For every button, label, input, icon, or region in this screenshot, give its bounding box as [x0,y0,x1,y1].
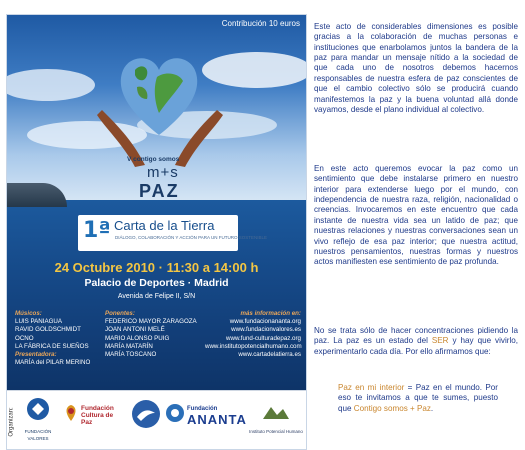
musico-item: OCNO [15,334,34,342]
sponsor-cultura-label: Fundación Cultura de Paz [81,405,114,426]
quote-part-b: = Paz en el mundo. Por eso te invitamos a que te sumes, puesto que [338,383,498,413]
ponente-item: JOAN ANTONI MELÉ [105,326,165,334]
musico-item: LA FÁBRICA DE SUEÑOS [15,342,89,350]
sponsor-valores [21,397,55,442]
ponentes-header: Ponentes: [105,310,135,317]
event-date: 24 Octubre 2010 · 11:30 a 14:00 h [54,260,259,275]
contribution-label: Contribución 10 euros [221,19,300,28]
info-link[interactable]: www.fundacionananta.org [229,318,301,326]
paragraph-2: En este acto queremos evocar la paz como un sentimiento que debe instalarse primero en nuestro interior para extenderse luego por el mundo, con independencia de nuestra raza, religión, nacionalidad o creencias. Invocaremos en este encuentro que cada instante de nuestra vida sea un latido de paz; que nuestras relaciones y nuestras conversaciones sean un vivo reflejo de esa paz interior; que nuestra actitud, nuestros pensamientos, nuestras formas y nuestros actos manifiesten ese sentimiento de paz profunda. [314,164,518,267]
valores-logo-icon [26,397,50,421]
ponente-item: MARIO ALONSO PUIG [105,334,170,342]
musico-item: RAVID GOLDSCHMIDT [15,326,81,334]
paragraph-3 [314,326,518,357]
info-link[interactable]: www.cartadelatierra.es [238,351,301,359]
carta-subtitle: DIÁLOGO, COLABORACIÓN Y ACCIÓN PARA UN FUTURO SOSTENIBLE [115,235,268,240]
event-venue: Palacio de Deportes · Madrid [84,277,229,289]
ponente-item: FEDERICO MAYOR ZARAGOZA [105,318,197,326]
ponente-item: MARÍA TOSCANO [105,351,157,359]
info-link[interactable]: www.fund-culturadepaz.org [226,334,301,342]
mas-logo-text: m+s [147,164,179,181]
sponsor-valores-label: FUNDACIÓN VALORES [24,429,52,441]
ponentes-column [105,310,205,359]
presentadora-header: Presentadora: [15,351,57,359]
musico-item: LUIS PANIAGUA [15,318,62,326]
quote-part-d: . [430,403,434,413]
quote-highlight-a: Paz en mi interior [338,383,405,393]
cultura-paz-logo-icon [63,403,79,423]
paragraph-3-part-a: No se trata sólo de hacer concentraciones pidiendo la paz. La paz es un estado del [314,326,518,346]
paragraph-3-part-b: y hay que vivirlo, experimentarlo cada día. Por ello afirmamos que: [314,336,518,356]
sponsor-ananta [165,403,245,428]
ser-highlight: SER [431,336,449,346]
organiza-label: Organizan: [8,407,15,437]
sponsor-strip [7,390,306,450]
v-contigo-label: V contigo somos [127,156,180,163]
paragraph-1: Este acto de considerables dimensiones es posible gracias a la colaboración de muchas personas e instituciones que enarbolamos juntos la bandera de la paz para mandar un mensaje nítido a la sociedad de que cada uno de nosotros debemos hacernos responsables de nuestra esfera de paz conscientes de que el cambio colectivo sólo se producirá cuando manifestemos la paz y la buena voluntad allá donde vayamos, desde el plano individual al colectivo. [314,22,518,114]
carta-tierra-box [78,215,268,251]
sponsor-ananta-small: Fundación [187,406,218,412]
sponsor-instituto-label: Instituto Potencial Humano [249,429,303,434]
info-header: más información en: [240,310,301,317]
paz-logo-text: PAZ [139,181,180,201]
musicos-column [15,310,95,367]
sponsor-cultura-paz [63,403,125,428]
info-column [205,310,301,359]
presentadora-name: MARÍA del PILAR MERINO [15,359,91,367]
quote-highlight-c: Contigo somos + Paz [353,403,431,413]
dove-logo-icon [131,399,161,429]
instituto-logo-icon [261,403,291,421]
carta-number: 1ª [83,218,111,243]
info-link[interactable]: www.institutopotencialhumano.com [205,342,302,350]
sponsor-instituto [247,403,305,435]
ponente-item: MARÍA MATARÍN [105,342,153,350]
info-link[interactable]: www.fundacionvalores.es [231,326,301,334]
event-poster [6,14,307,450]
sponsor-ananta-big: ANANTA [187,412,247,427]
carta-title: Carta de la Tierra [114,218,215,233]
musicos-header: Músicos: [15,310,42,317]
ananta-logo-icon [165,403,185,423]
closing-quote [338,383,498,414]
event-address: Avenida de Felipe II, S/N [117,293,196,300]
